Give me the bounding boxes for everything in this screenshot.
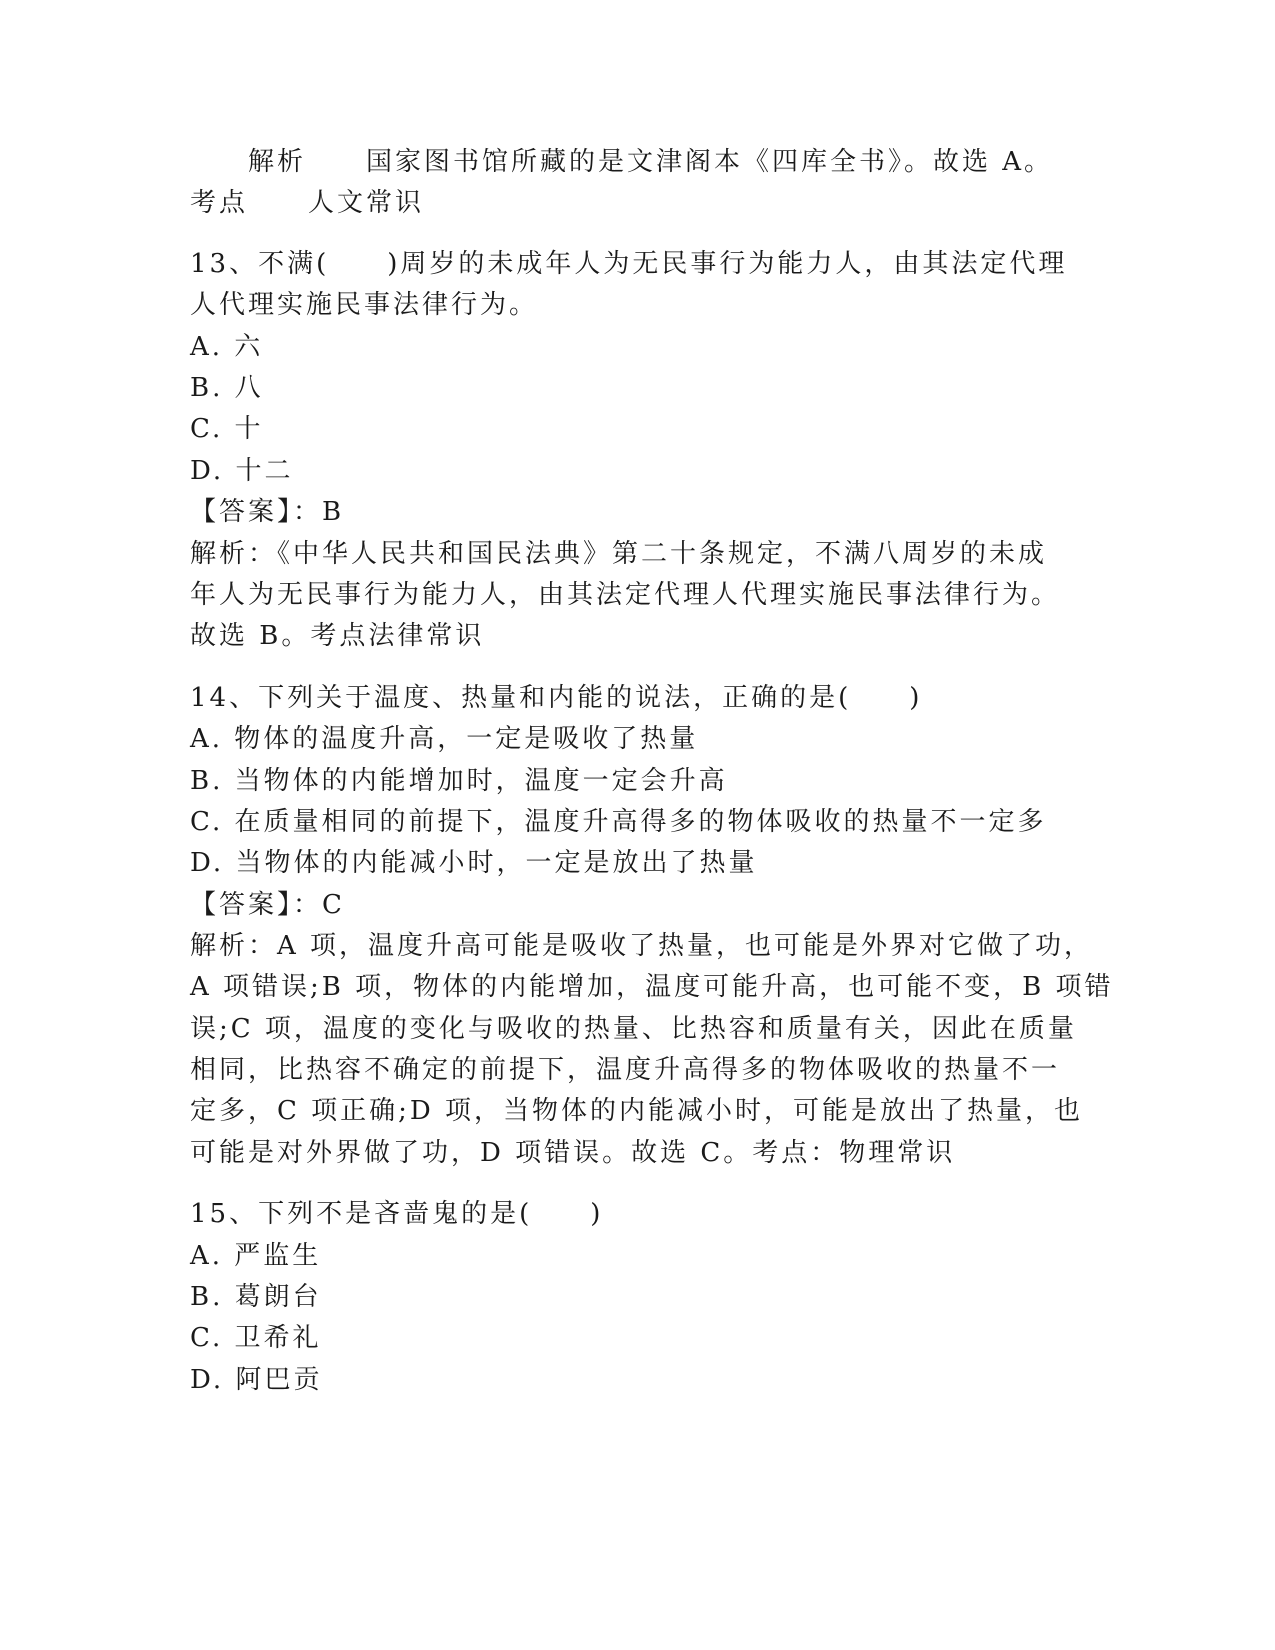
q15-option-d: D. 阿巴贡 [190, 1365, 323, 1395]
q13-option-a: A. 六 [190, 332, 264, 362]
analysis-label: 解析 [248, 147, 307, 177]
q13-analysis-line2: 年人为无民事行为能力人，由其法定代理人代理实施民事法律行为。 [190, 580, 1061, 610]
q15-option-c: C. 卫希礼 [190, 1323, 322, 1353]
q13-stem-line1: 13、不满( )周岁的未成年人为无民事行为能力人，由其法定代理 [190, 249, 1068, 279]
topic-label: 考点 [190, 188, 249, 218]
q13-option-c: C. 十 [190, 414, 264, 444]
q15-option-a: A. 严监生 [190, 1241, 322, 1271]
q13-analysis-line1: 解析：《中华人民共和国民法典》第二十条规定，不满八周岁的未成 [190, 539, 1048, 569]
q13-analysis-line3: 故选 B。考点法律常识 [190, 621, 485, 651]
analysis-text: 国家图书馆所藏的是文津阁本《四库全书》。故选 A。 [366, 147, 1054, 177]
q13-option-b: B. 八 [190, 373, 264, 403]
q14-analysis-line4: 相同，比热容不确定的前提下，温度升高得多的物体吸收的热量不一 [190, 1055, 1061, 1085]
q13-answer: 【答案】：B [190, 497, 345, 527]
q14-analysis-line3: 误;C 项，温度的变化与吸收的热量、比热容和质量有关，因此在质量 [190, 1014, 1077, 1044]
q14-answer: 【答案】：C [190, 890, 345, 920]
q14-option-d: D. 当物体的内能减小时，一定是放出了热量 [190, 848, 758, 878]
q13-stem-line2: 人代理实施民事法律行为。 [190, 290, 539, 320]
q14-analysis-line5: 定多，C 项正确;D 项，当物体的内能减小时，可能是放出了热量，也 [190, 1096, 1084, 1126]
prev-topic-line [190, 187, 424, 219]
q15-option-b: B. 葛朗台 [190, 1282, 322, 1312]
q14-analysis-line2: A 项错误;B 项，物体的内能增加，温度可能升高，也可能不变，B 项错 [190, 972, 1114, 1002]
topic-text: 人文常识 [308, 188, 425, 218]
q14-option-c: C. 在质量相同的前提下，温度升高得多的物体吸收的热量不一定多 [190, 807, 1047, 837]
q14-analysis-line1: 解析：A 项，温度升高可能是吸收了热量，也可能是外界对它做了功， [190, 931, 1094, 961]
prev-analysis-line [248, 146, 1053, 178]
q15-stem: 15、下列不是吝啬鬼的是( ) [190, 1199, 604, 1229]
q14-analysis-line6: 可能是对外界做了功，D 项错误。故选 C。考点：物理常识 [190, 1138, 956, 1168]
q14-stem: 14、下列关于温度、热量和内能的说法，正确的是( ) [190, 683, 923, 713]
q14-option-a: A. 物体的温度升高，一定是吸收了热量 [190, 724, 699, 754]
q14-option-b: B. 当物体的内能增加时，温度一定会升高 [190, 766, 728, 796]
q13-option-d: D. 十二 [190, 456, 294, 486]
